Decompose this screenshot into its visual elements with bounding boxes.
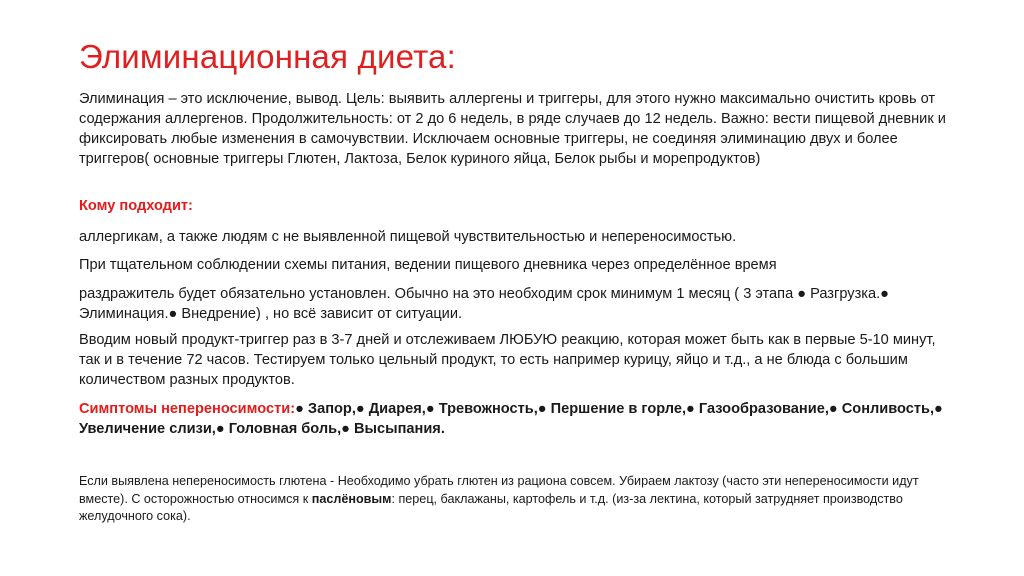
schedule-line-2: раздражитель будет обязательно установлен. Обычно на это необходим срок минимум 1 месяц ( 3 этапа ● Разгрузка.● Элиминация.● Внедрение) , но всё зависит от ситуации. (79, 286, 889, 322)
introduce-paragraph: Вводим новый продукт-триггер раз в 3-7 дней и отслеживаем ЛЮБУЮ реакцию, которая может быть как в первые 5-10 минут, так и в течение 72 часов. Тестируем только цельный продукт, то есть например курицу, яйцо и т.д., а не блюда с большим количеством разных продуктов. (79, 332, 936, 388)
schedule-line-1: При тщательном соблюдении схемы питания, ведении пищевого дневника через определённое время (79, 257, 777, 273)
intro-paragraph: Элиминация – это исключение, вывод. Цель: выявить аллергены и триггеры, для этого нужно максимально очистить кровь от содержания аллергенов. Продолжительность: от 2 до 6 недель, в ряде случаев до 12 недель. Важно: вести пищевой дневник и фиксировать любые изменения в самочувствии. Исключаем основные триггеры, не соединяя элиминацию двух и более триггеров( основные триггеры Глютен, Лактоза, Белок куриного яйца, Белок рыбы и морепродуктов) (79, 91, 946, 167)
footnote-after: : перец, баклажаны, картофель и т.д. (из-за лектина, который затрудняет производство желудочного сока). (79, 491, 903, 523)
suitable-text: аллергикам, а также людям с не выявленной пищевой чувствительностью и непереносимостью. (79, 229, 737, 245)
footnote (79, 473, 959, 526)
symptoms-paragraph (79, 399, 949, 439)
footnote-before: Если выявлена непереносимость глютена - Необходимо убрать глютен из рациона совсем. Убираем лактозу (часто эти непереносимости идут вместе). С осторожностью относимся к (79, 474, 919, 506)
suitable-heading (79, 196, 949, 216)
suitable-heading-label: Кому подходит: (79, 198, 193, 214)
slide-title: Элиминационная диета: (79, 38, 456, 75)
symptoms-heading: Симптомы непереносимости: (79, 401, 296, 417)
symptoms-list: ● Запор,● Диарея,● Тревожность,● Першение в горле,● Газообразование,● Сонливость,● Увеличение слизи,● Головная боль,● Высыпания. (79, 401, 943, 437)
footnote-bold: паслёновым (311, 491, 392, 506)
